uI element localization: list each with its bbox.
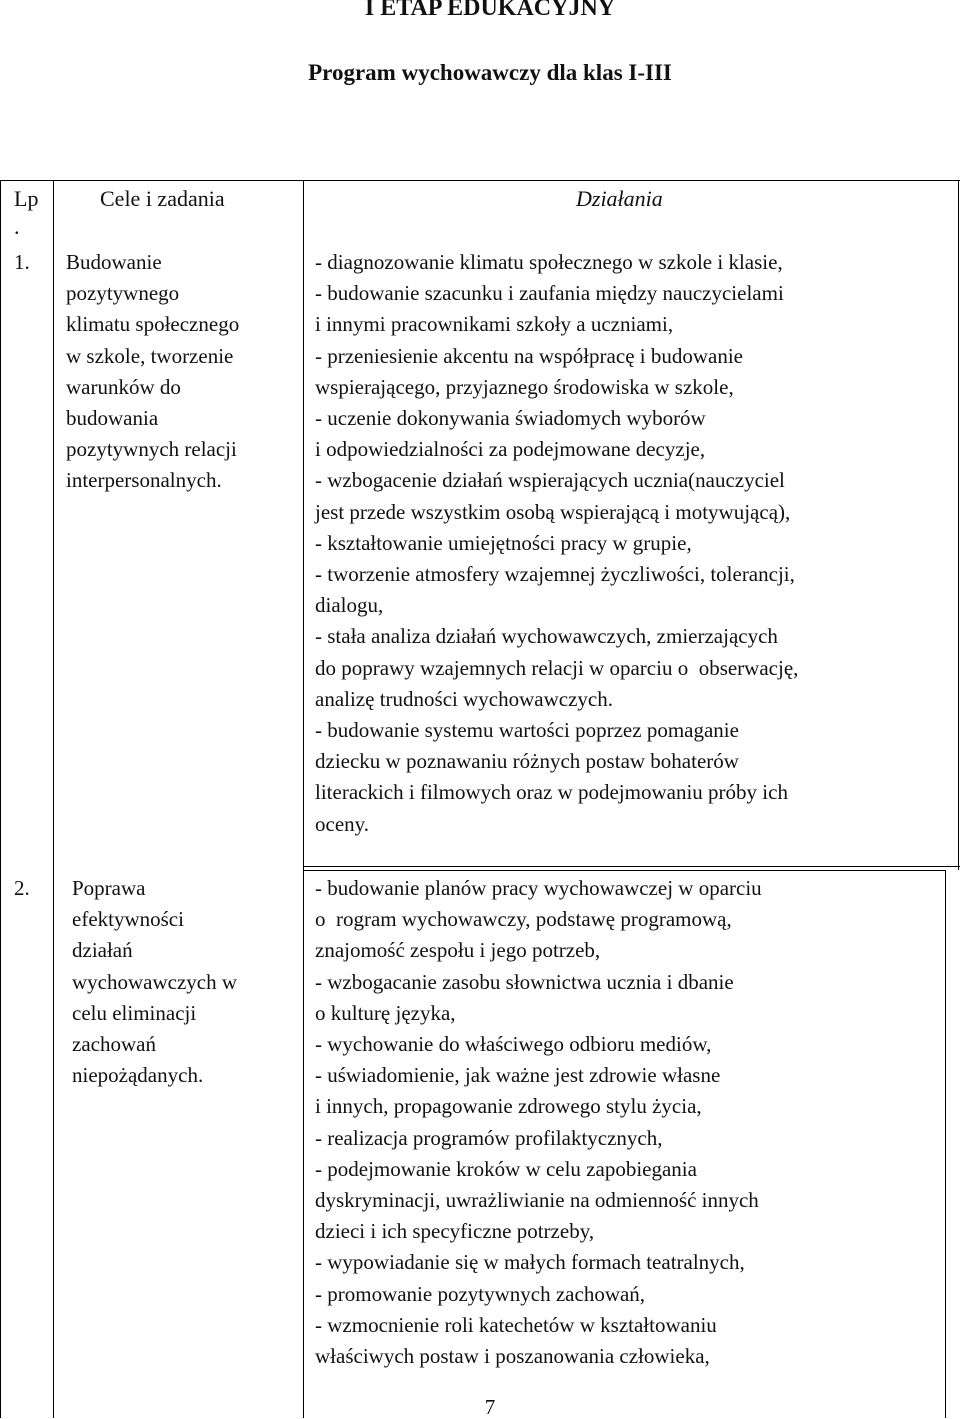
header-cele-i-zadania: Cele i zadania bbox=[100, 186, 225, 211]
row-1-cele: Budowanie pozytywnego klimatu społecznego w szkole, tworzenie warunków do budowania pozytywnych relacji interpersonalnych. bbox=[66, 250, 240, 493]
header-dzialania: Działania bbox=[576, 186, 663, 211]
row-1-dzialania: - diagnozowanie klimatu społecznego w szkole i klasie, - budowanie szacunku i zaufania między nauczycielami i innymi pracownikami szkoły a uczniami, - przeniesienie akcentu na współpracę i budowanie wspierającego, przyjaznego środowiska w szkole, - uczenie dokonywania świadomych wyborów i odpowiedzialności za podejmowane decyzje, - wzbogacenie działań wspierających ucznia(nauczyciel jest przede wszystkim osobą wspierającą i motywującą), - kształtowanie umiejętności pracy w grupie, - tworzenie atmosfery wzajemnej życzliwości, tolerancji, dialogu, - stała analiza działań wychowawczych, zmierzających do poprawy wzajemnych relacji w oparciu o obserwację, analizę trudności wychowawczych. - budowanie systemu wartości poprzez pomaganie dziecku w poznawaniu różnych postaw bohaterów literackich i filmowych oraz w podejmowaniu próby ich oceny. bbox=[315, 250, 799, 836]
table-left-border bbox=[0, 180, 1, 1418]
column-divider-2 bbox=[303, 180, 304, 1418]
row-1-lp: 1. bbox=[14, 250, 30, 274]
table-top-border bbox=[0, 180, 960, 181]
row-2-dzialania: - budowanie planów pracy wychowawczej w oparciu o rogram wychowawczy, podstawę programową, znajomość zespołu i jego potrzeb, - wzbogacanie zasobu słownictwa ucznia i dbanie o kulturę języka, - wychowanie do właściwego odbioru mediów, - uświadomienie, jak ważne jest zdrowie własne i innych, propagowanie zdrowego stylu życia, - realizacja programów profilaktycznych, - podejmowanie kroków w celu zapobiegania dyskryminacji, uwrażliwianie na odmienność innych dzieci i ich specyficzne potrzeby, - wypowiadanie się w małych formach teatralnych, - promowanie pozytywnych zachowań, - wzmocnienie roli katechetów w kształtowaniu właściwych postaw i poszanowania człowieka, bbox=[315, 876, 762, 1369]
header-lp: Lp . bbox=[14, 186, 39, 239]
table-right-border-lower bbox=[945, 870, 946, 1418]
row-divider bbox=[303, 866, 960, 867]
row-2-lp: 2. bbox=[14, 876, 30, 900]
table-right-border-upper bbox=[958, 180, 959, 870]
page-number: 7 bbox=[484, 1395, 496, 1419]
row-divider-step bbox=[303, 870, 946, 871]
document-subtitle: Program wychowawczy dla klas I-III bbox=[308, 60, 672, 85]
row-2-cele: Poprawa efektywności działań wychowawczych w celu eliminacji zachowań niepożądanych. bbox=[72, 876, 238, 1088]
document-title: I ETAP EDUKACYJNY bbox=[364, 0, 616, 21]
column-divider-1 bbox=[53, 180, 54, 1418]
